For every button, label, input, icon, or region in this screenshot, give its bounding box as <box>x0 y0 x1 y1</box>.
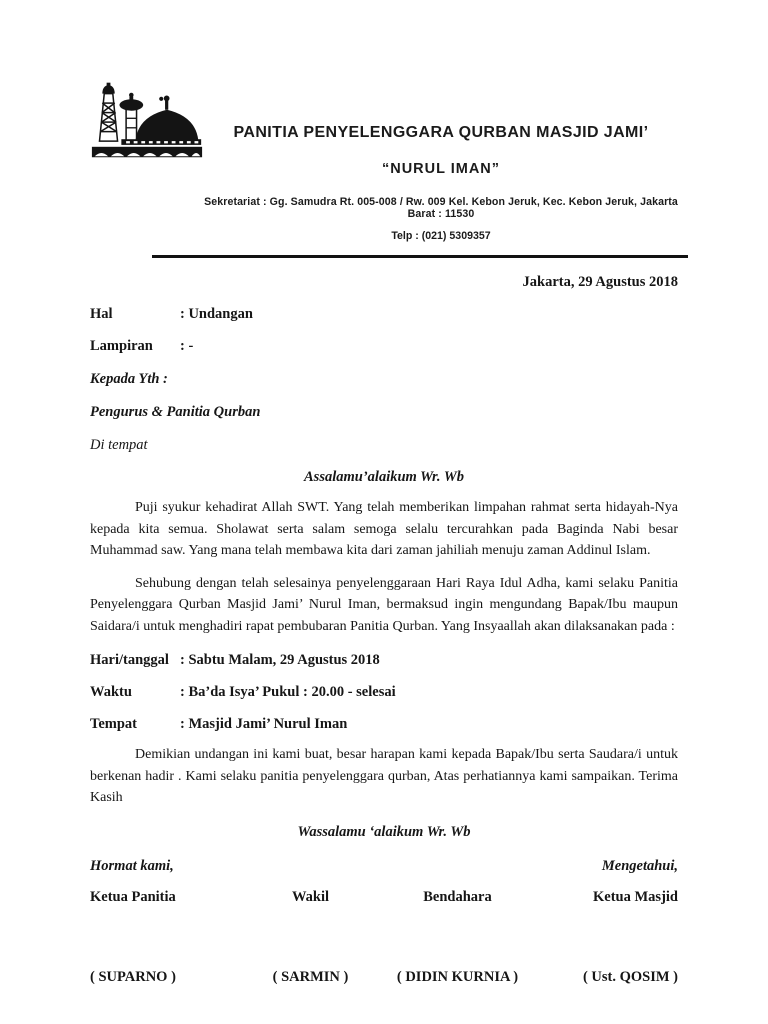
recipient-line-3: Di tempat <box>90 437 148 453</box>
mosque-logo-graphic <box>90 82 204 166</box>
signature-left-heading: Hormat kami, <box>90 857 174 874</box>
event-day-label: Hari/tanggal <box>90 652 169 668</box>
signature-role-ketua-panitia: Ketua Panitia <box>90 888 176 905</box>
closing-salutation: Wassalamu ‘alaikum Wr. Wb <box>297 823 471 840</box>
signature-names-row <box>90 969 678 986</box>
letterhead-text <box>204 82 678 242</box>
paragraph-2: Sehubung dengan telah selesainya penyelenggaraan Hari Raya Idul Adha, kami selaku Panitia Penyelenggara Qurban Masjid Jami’ Nurul Iman, bermaksud ingin mengundang Bapak/Ibu maupun Saidara/i untuk menghadiri rapat pembubaran Panitia Qurban. Yang Insyaallah akan dilaksanakan pada : <box>90 575 678 634</box>
recipient-line-2: Pengurus & Panitia Qurban <box>90 404 261 420</box>
event-day-value: : Sabtu Malam, 29 Agustus 2018 <box>180 652 380 668</box>
recipient-line-1: Kepada Yth : <box>90 371 168 387</box>
attachment-value: : - <box>180 338 194 354</box>
event-time-value: : Ba’da Isya’ Pukul : 20.00 - selesai <box>180 684 396 700</box>
event-day-row <box>90 652 678 669</box>
event-place-row <box>90 716 678 733</box>
signature-right-heading: Mengetahui, <box>601 857 678 874</box>
event-place-label: Tempat <box>90 716 137 732</box>
letterhead-divider <box>152 255 688 258</box>
attachment-label: Lampiran <box>90 338 153 354</box>
signature-roles-row <box>90 889 678 906</box>
signature-name-ust-qosim: ( Ust. QOSIM ) <box>582 968 678 985</box>
date-line: Jakarta, 29 Agustus 2018 <box>522 274 678 290</box>
letterhead-phone: Telp : (021) 5309357 <box>391 230 491 242</box>
paragraph-1: Puji syukur kehadirat Allah SWT. Yang telah memberikan limpahan rahmat serta hidayah-Nya kepada kita semua. Sholawat serta salam semoga selalu tercurahkan pada Baginda Nabi besar Muhammad saw. Yang mana telah membawa kita dari zaman jahiliah menuju zaman Addinul Islam. <box>90 500 678 558</box>
event-place-value: : Masjid Jami’ Nurul Iman <box>180 716 348 732</box>
signature-role-wakil: Wakil <box>291 888 330 905</box>
signature-role-bendahara: Bendahara <box>423 888 492 905</box>
event-time-label: Waktu <box>90 684 132 700</box>
organization-name: PANITIA PENYELENGGARA QURBAN MASJID JAMI’ <box>233 124 649 141</box>
subject-value: : Undangan <box>180 306 253 322</box>
letterhead <box>90 82 678 242</box>
event-time-row <box>90 684 678 701</box>
subject-label: Hal <box>90 306 113 322</box>
mosque-logo-icon <box>90 82 204 166</box>
mosque-name: “NURUL IMAN” <box>381 161 501 177</box>
signature-name-didin-kurnia: ( DIDIN KURNIA ) <box>396 968 519 985</box>
letterhead-address: Sekretariat : Gg. Samudra Rt. 005-008 / Rw. 009 Kel. Kebon Jeruk, Kec. Kebon Jeruk, Jakarta Barat : 11530 <box>204 196 678 220</box>
signature-role-ketua-masjid: Ketua Masjid <box>593 888 678 905</box>
signature-name-suparno: ( SUPARNO ) <box>90 968 176 985</box>
opening-salutation: Assalamu’alaikum Wr. Wb <box>304 469 464 485</box>
attachment-row <box>90 338 678 355</box>
signature-name-sarmin: ( SARMIN ) <box>272 968 349 985</box>
paragraph-3: Demikian undangan ini kami buat, besar harapan kami kepada Bapak/Ibu serta Saudara/i untuk berkenan hadir . Kami selaku panitia penyelenggara qurban, Atas perhatiannya kami sampaikan. Terima Kasih <box>90 747 678 805</box>
subject-row <box>90 306 678 323</box>
signature-headings <box>90 858 678 875</box>
